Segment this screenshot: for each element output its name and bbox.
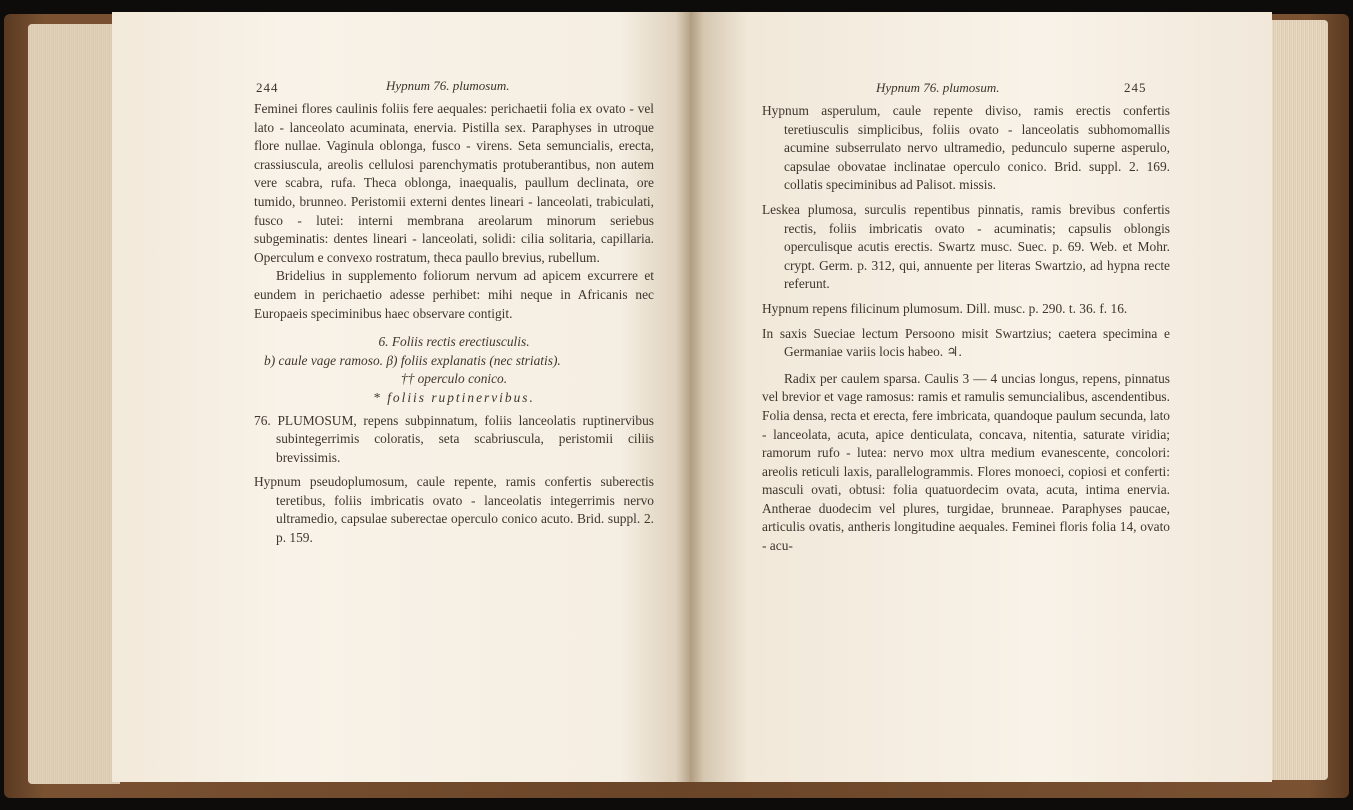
description-paragraph: Feminei flores caulinis foliis fere aequales: perichaetii folia ex ovato - vel lato - lanceolato acuminata, enervia. Pistilla sex. Paraphyses in utroque flore nullae. Vaginula oblonga, fusco - virens. Seta semuncialis, erecta, crassiuscula, areolis cellulosi parenchymatis protuberantibus, non autem vere scabra, rufa. Theca oblonga, inaequalis, paullum declinata, ore tumido, brunneo. Peristomii externi dentes lineari - lanceolati, trabiculati, fusco - lutei: interni membrana areolarum minorum seriebus subgeminatis: dentes lineari - lanceolati, solidi: cilia solitaria, capillaria. Operculum e convexo rostratum, theca paullo brevius, rubellum.	[254, 101, 654, 265]
right-page-text	[762, 102, 1170, 556]
synonym-asperulum: Hypnum asperulum, caule repente diviso, ramis erectis confertis teretiusculis simplicibus, foliis ovato - lanceolatis subhomomallis acumine subserrulato nervo ultramedio, pedunculo superne asperulo, capsulae obovatae inclinatae operculo conico. Brid. suppl. 2. 169. collatis speciminibus ad Palisot. missis.	[762, 103, 1170, 193]
subsection-star: * foliis ruptinervibus.	[373, 389, 535, 405]
synonym-leskea-plumosa: Leskea plumosa, surculis repentibus pinnatis, ramis brevibus confertis rectis, foliis imbricatis ovato - acuminatis; capsulis oblongis operculisque acutis erectis. Swartz musc. Suec. p. 69. Web. et Mohr. crypt. Germ. p. 312, qui, annuente per literas Swartzio, ad hypna recte referunt.	[762, 201, 1170, 292]
subsection-b: b) caule vage ramoso. β) foliis explanatis (nec striatis).	[264, 352, 561, 368]
synonym-pseudoplumosum: Hypnum pseudoplumosum, caule repente, ramis confertis suberectis teretibus, foliis imbricatis ovato - lanceolatis integerrimis nervo ultramedio, capsulae suberectae operculo conico acuto. Brid. suppl. 2. p. 159.	[254, 474, 654, 546]
left-page-text	[254, 100, 654, 548]
remark-paragraph: Bridelius in supplemento foliorum nervum ad apicem excurrere et eundem in perichaetio adesse perhibet: mihi neque in Africanis nec Europaeis speciminibus haec observare contigit.	[254, 268, 654, 321]
page-number-right: 245	[1124, 80, 1147, 95]
species-entry: 76. PLUMOSUM, repens subpinnatum, foliis lanceolatis ruptinervibus subintegerrimis coloratis, seta scabriuscula, peristomii ciliis brevissimis.	[254, 412, 654, 465]
running-head-left: Hypnum 76. plumosum.	[386, 78, 510, 93]
subsection-dagger: †† operculo conico.	[400, 371, 508, 387]
page-edges-left	[28, 24, 120, 784]
running-head-right: Hypnum 76. plumosum.	[876, 80, 1000, 95]
page-number-left: 244	[256, 80, 279, 95]
book-gutter	[676, 12, 704, 782]
morphology-description: Radix per caulem sparsa. Caulis 3 — 4 uncias longus, repens, pinnatus vel brevior et vage ramosus: ramis et ramulis semuncialibus, ascendentibus. Folia densa, recta et erecta, fere imbricata, quandoque paulum secunda, lato - lanceolata, acuta, apice denticulata, concava, nitentia, saturate viridia; ramorum rufo - lutea: nervo mox ultra medium evanescente, concolori: areolis reticuli laxis, parallelogrammis. Flores monoeci, copiosi et conferti: masculi ovati, obtusi: folia quatuordecim ovata, acuta, intima enervia. Antherae duodecim vel plures, turgidae, brunneae. Paraphyses paucae, articulis ovatis, antheris longitudine aequales. Feminei floris folia 14, ovato - acu-	[762, 370, 1170, 554]
synonym-dillenius: Hypnum repens filicinum plumosum. Dill. musc. p. 290. t. 36. f. 16.	[762, 300, 1128, 316]
habitat-paragraph: In saxis Sueciae lectum Persoono misit Swartzius; caetera specimina e Germaniae variis locis habeo. ♃.	[762, 325, 1170, 360]
section-heading: 6. Foliis rectis erectiusculis.	[378, 334, 530, 350]
page-edges-right	[1268, 20, 1328, 780]
